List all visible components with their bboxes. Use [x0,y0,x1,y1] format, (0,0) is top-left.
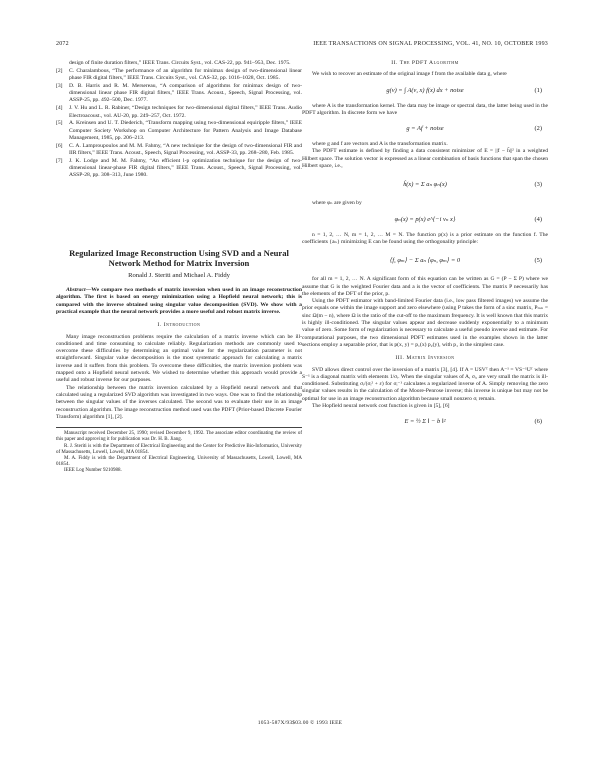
body-paragraph: The Hopfield neural network cost function is given in [5], [6] [312,403,450,410]
reference-number: [2] [56,67,63,74]
reference-number: [6] [56,142,63,149]
equation-text: g(ν) = ∫ A(ν, x) f(x) dx + noise [386,86,464,94]
footnotes [56,427,302,474]
equation-number: (2) [534,125,542,133]
body-paragraph: We wish to recover an estimate of the original image f from the available data g, where [312,71,507,78]
page-number: 2072 [56,41,69,47]
reference-item [56,60,302,67]
equation-2 [302,123,548,135]
reference-text: J. V. Hu and L. R. Rabiner, “Design techniques for two-dimensional digital filters,” IEEE Trans. Audio Electroacoust., vol. AU-20, pp. 249–257, Oct. 1972. [69,105,302,119]
reference-number: [4] [56,105,63,112]
reference-number: [3] [56,82,63,89]
reference-text: C. A. Lamproupoulos and M. M. Fahmy, “A new technique for the design of two-dimensional FIR and IIR filters,” IEEE Trans. Acoust., Speech, Signal Processing, vol. ASSP-33, pp. 268–280, Feb. 1985. [69,142,302,157]
body-paragraph: Using the PDFT estimator with band-limited Fourier data (i.e., low pass filtered images) we assume the prior equals one within the image support and zero elsewhere (using P takes the form of a sinc matrix, Pₘₙ = sinc Ω(m − n), where Ω is the ratio of the cut-off to the maximum frequency. It is well known that this matrix is highly ill-conditioned. The singular values appear and decrease suddenly exponentially to a minimum value of zero. Some form of regularization is necessary to calculate a useful pseudo inverse and estimate. For computational purposes, the two dimensional PDFT estimates used in the examples shown in the latter sections employ a separable prior, that is p(x, y) = p₁(x) p₂(y), with p₁ in the simplest case. [302,298,548,348]
abstract [56,287,302,316]
body-paragraph: The relationship between the matrix inversion calculated by a Hopfield neural network and that calculated using a regularized SVD algorithm was investigated in two ways. One was to find the relationship between the singular values of the inverses calculated. The second was to evaluate their use in an image reconstruction algorithm. The image reconstruction method used was the PDFT (Prior-based Discrete Fourier Transform) algorithm [1], [2]. [56,384,302,420]
reference-item [56,158,302,180]
equation-number: (3) [534,181,542,189]
body-paragraph: The PDFT estimate is defined by finding a data consistent minimizer of E = ||f − ĥ||² in a weighted Hilbert space. The solution vector is expressed as a linear combination of basis functions that span the chosen Hilbert space, i.e., [302,148,548,170]
equation-1 [302,85,548,97]
reference-text: design of finite duration filters,” IEEE Trans. Circuits Syst., vol. CAS-22, pp. 941–953, Dec. 1975. [69,60,291,66]
equation-number: (5) [534,257,542,265]
reference-item [56,143,302,158]
body-paragraph: Many image reconstruction problems require the calculation of a matrix inverse which can be ill-conditioned and time consuming to calculate reliably. Regularization methods are commonly used to overcome these difficulties by determining an optimal value for the regularization parameter is not straightforward. Singular value decomposition is the most systematic approach for calculating a matrix inverse and it suffers from this problem. To overcome these difficulties, the matrix inversion problem was mapped onto a Hopfield neural network. We wished to determine whether this approach would provide a useful and robust inverse for our purposes. [56,333,302,384]
left-column [56,60,302,475]
reference-text: C. Charalambous, “The performance of an algorithm for minimax design of two-dimensional linear phase FIR digital filters,” IEEE Trans. Circuits Syst., vol. CAS-32, pp. 1016–1028, Oct. 1985. [69,67,302,82]
reference-item [56,105,302,120]
reference-text: D. B. Harris and R. M. Mersereau, “A comparison of algorithms for minimax design of two-dimensional linear phase FIR digital filters,” IEEE Trans. Acoust., Speech, Signal Processing, vol. ASSP-25, pp. 492–500, Dec. 1977. [69,82,302,104]
equation-number: (6) [534,418,542,426]
section-heading-introduction: I. Introduction [157,322,201,329]
abstract-text: We compare two methods of matrix inversion when used in an image reconstruction algorithm. The first is based on energy minimization using a Hopfield neural network; this is compared with the inverse obtained using singular value decomposition (SVD). We show with a practical example that the neural network provides a more useful and robust matrix inverse. [56,287,302,315]
equation-6 [302,416,548,428]
reference-text: J. K. Lodge and M. M. Fahmy, “An efficient l-p optimization technique for the design of two-dimensional linear-phase FIR digital filters,” IEEE Trans. Acoust., Speech, Signal Processing, vol. ASSP-28, pp. 308–313, June 1980. [69,157,302,179]
equation-5 [302,252,548,270]
equation-number: (4) [534,215,542,223]
footnote-ieee-log: IEEE Log Number 9210988. [64,468,122,474]
equation-number: (1) [534,86,542,94]
body-paragraph: where g and f are vectors and A is the transformation matrix. [312,141,448,148]
equation-4 [302,214,548,226]
journal-title: IEEE TRANSACTIONS ON SIGNAL PROCESSING, VOL. 41, NO. 10, OCTOBER 1993 [313,41,548,47]
reference-item [56,68,302,83]
equation-text: ĥ(x) = Σ aₙ φₙ(x) [403,181,447,189]
footnote-author2: M. A. Fiddy is with the Department of Electrical Engineering, University of Massachusetts, Lowell, Lowell, MA 01854. [56,455,302,468]
right-column [302,60,548,434]
article-title: Regularized Image Reconstruction Using SVD and a Neural Network Method for Matrix Inversion [69,247,289,269]
equation-3 [302,176,548,194]
copyright-code: 1053-587X/93$03.00 © 1993 IEEE [257,720,343,726]
reference-text: A. Kreinsen and U. T. Diederich, “Transform mapping using two-dimensional equiripple filters,” IEEE Computer Society Workshop on Computer Architecture for Pattern Analysis and Image Database Management, 1985, pp. 206–213. [69,120,302,141]
footnote-author1: R. J. Steriti is with the Department of Electrical Engineering and the Center for Predictive Bio-Informatics, University of Massachusetts, Lowell, Lowell, MA 01854. [56,443,302,455]
equation-text: φₙ(x) = p(x) e^{−i νₙ x} [394,215,456,223]
equation-text: ⟨f, φₘ⟩ − Σ aₙ ⟨φₙ, φₘ⟩ = 0 [389,257,461,265]
abstract-label: Abstract— [66,287,92,294]
equation-text: E = ½ Σ ‖ − b ‖² [404,418,446,426]
body-paragraph: where φₙ are given by [312,200,362,207]
reference-item [56,120,302,142]
body-paragraph: SVD allows direct control over the inversion of a matrix [3], [4]. If A = USVᵀ then A⁻¹ = VS⁻¹Uᵀ where S⁻¹ is a diagonal matrix with elements 1/σᵢ. When the singular values of A, σᵢ, are very small the matrix is ill-conditioned. Substituting σᵢ/(σᵢ² + ε) for σᵢ⁻¹ calculates a regularized inverse of A. Simply removing the zero singular values results in the calculation of the Moore-Penrose inverse; this inverse is unique but may not be optimal for use in an image reconstruction algorithm because small nonzero σᵢ remain. [302,366,548,402]
reference-list [56,60,302,180]
body-paragraph: n = 1, 2, … N, m = 1, 2, … M = N. The function p(x) is a prior estimate on the function f. The coefficients {aₙ} minimizing E can be found using the orthogonality principle: [302,231,548,245]
reference-number: [7] [56,157,63,164]
equation-text: g = Af + noise [406,125,444,133]
section-heading-matrix-inversion: III. Matrix Inversion [395,355,455,362]
section-heading-pdft: II. The PDFT Algorithm [391,60,459,66]
reference-number: [5] [56,120,63,127]
article-authors: Ronald J. Steriti and Michael A. Fiddy [128,271,230,279]
body-paragraph: where A is the transformation kernel. The data may be image or spectral data, the latter being used in the PDFT algorithm. In discrete form we have [302,102,548,116]
footnote-received: Manuscript received December 25, 1990; revised December 9, 1992. The associate editor coordinating the review of this paper and approving it for publication was Dr. H. B. Jiang. [56,431,302,443]
page-header [56,41,548,51]
reference-item [56,83,302,105]
body-paragraph: for all m = 1, 2, … N. A significant form of this equation can be written as G = (P − Σ P) where we assume that G is the weighted Fourier data and a is the vector of coefficients. The matrix P necessarily has the elements of the DFT of the prior, p. [302,276,548,297]
